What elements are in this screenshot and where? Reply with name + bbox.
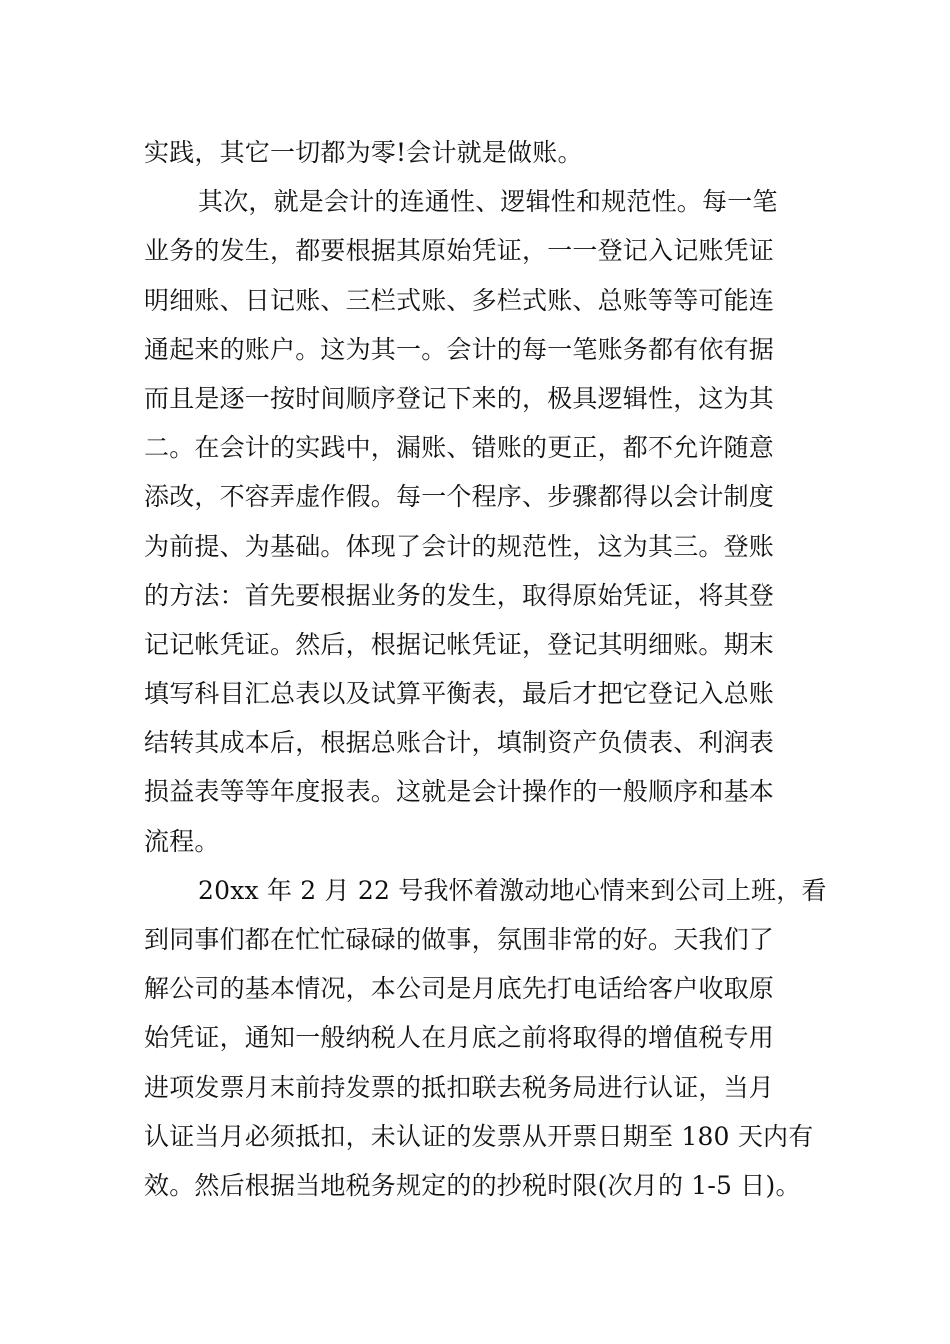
text-line: 添改，不容弄虚作假。每一个程序、步骤都得以会计制度 [144,482,775,512]
text-line: 业务的发生，都要根据其原始凭证，一一登记入记账凭证 [144,236,775,266]
text-line: 通起来的账户。这为其一。会计的每一笔账务都有依有据 [144,334,775,364]
text-line: 解公司的基本情况，本公司是月底先打电话给客户收取原 [144,974,775,1004]
text-line: 为前提、为基础。体现了会计的规范性，这为其三。登账 [144,531,775,561]
text-line: 而且是逐一按时间顺序登记下来的，极具逻辑性，这为其 [144,383,775,413]
text-line: 的方法：首先要根据业务的发生，取得原始凭证，将其登 [144,580,775,610]
text-line: 结转其成本后，根据总账合计，填制资产负债表、利润表 [144,728,775,758]
text-line: 到同事们都在忙忙碌碌的做事，氛围非常的好。天我们了 [144,925,775,954]
text-line: 流程。 [144,826,220,856]
body-text [144,128,827,1210]
paragraph-start-line: 其次，就是会计的连通性、逻辑性和规范性。每一笔 [198,187,778,217]
text-line: 填写科目汇总表以及试算平衡表，最后才把它登记入总账 [144,679,775,709]
text-line: 明细账、日记账、三栏式账、多栏式账、总账等等可能连 [144,285,775,315]
text-line: 始凭证，通知一般纳税人在月底之前将取得的增值税专用 [144,1023,775,1053]
text-line: 二。在会计的实践中，漏账、错账的更正，都不允许随意 [144,433,775,463]
text-line: 实践，其它一切都为零!会计就是做账。 [144,138,583,167]
text-line: 进项发票月末前持发票的抵扣联去税务局进行认证，当月 [144,1072,775,1102]
text-line: 记记帐凭证。然后，根据记帐凭证，登记其明细账。期末 [144,629,775,659]
text-line: 认证当月必须抵扣，未认证的发票从开票日期至 180 天内有 [144,1121,814,1151]
text-line: 效。然后根据当地税务规定的的抄税时限(次月的 1-5 日)。 [144,1170,801,1200]
text-line: 损益表等等年度报表。这就是会计操作的一般顺序和基本 [144,777,775,807]
paragraph-start-line: 20xx 年 2 月 22 号我怀着激动地心情来到公司上班，看 [198,875,827,905]
